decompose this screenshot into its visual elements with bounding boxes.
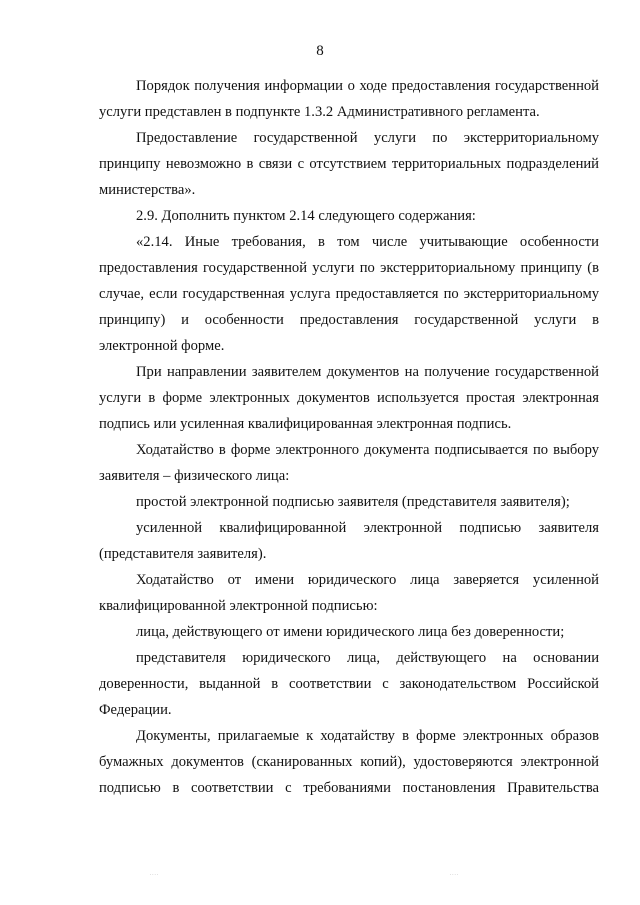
paragraph-petition-legal-entity: Ходатайство от имени юридического лица заверяется усиленной квалифицированной электронной подписью: (99, 572, 599, 614)
paragraph-electronic-signature: При направлении заявителем документов на получение государственной услуги в форме электронных документов используется простая электронная подпись или усиленная квалифицированная электронная подпись. (99, 364, 599, 432)
paragraph-without-power-of-attorney: лица, действующего от имени юридического лица без доверенности; (136, 624, 565, 640)
paragraph-extraterritorial: Предоставление государственной услуги по экстерриториальному принципу невозможно в связи с отсутствием территориальных подразделений министерства». (99, 130, 599, 198)
paragraph-clause-2-14: «2.14. Иные требования, в том числе учитывающие особенности предоставления государственной услуги по экстерриториальному принципу (в случае, если государственная услуга предоставляется по экстерриториальному принципу) и особенности предоставления государственной услуги в электронной форме. (99, 234, 599, 354)
footer-mark-left: .... (150, 872, 159, 877)
paragraph-info-procedure: Порядок получения информации о ходе предоставления государственной услуги представлен в подпункте 1.3.2 Административного регламента. (99, 78, 599, 120)
paragraph-petition-individual: Ходатайство в форме электронного документа подписывается по выбору заявителя – физического лица: (99, 442, 599, 484)
paragraph-representative: представителя юридического лица, действующего на основании доверенности, выданной в соответствии с законодательством Российской Федерации. (99, 650, 599, 718)
footer-mark-right: .... (450, 872, 459, 877)
paragraph-qualified-signature: усиленной квалифицированной электронной подписью заявителя (представителя заявителя). (99, 520, 599, 562)
paragraph-amendment-2-9: 2.9. Дополнить пунктом 2.14 следующего содержания: (136, 208, 476, 224)
document-body (99, 73, 599, 801)
page-number: 8 (316, 43, 324, 59)
paragraph-attached-documents: Документы, прилагаемые к ходатайству в форме электронных образов бумажных документов (сканированных копий), удостоверяются электронной подписью в соответствии с требованиями постановления Правительства (99, 728, 599, 796)
paragraph-simple-signature: простой электронной подписью заявителя (представителя заявителя); (136, 494, 570, 510)
